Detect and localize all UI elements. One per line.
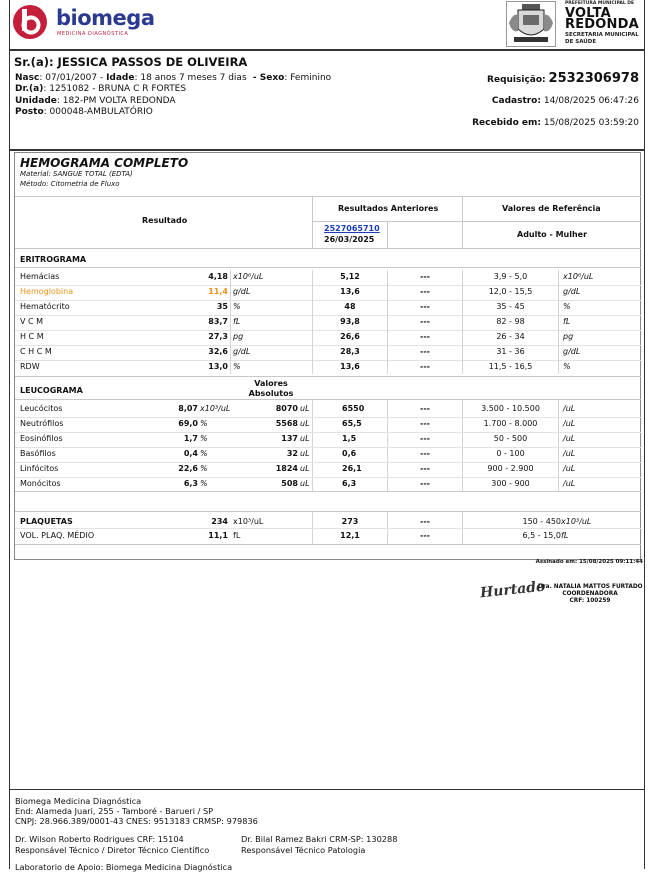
row-reference-unit: %: [563, 362, 571, 371]
idade-label: Idade: [106, 73, 135, 83]
row-previous-2: ---: [420, 531, 430, 540]
row-divider: [15, 417, 641, 418]
row-reference: 11,5 - 16,5: [488, 362, 533, 371]
brand-name: biomega: [56, 6, 155, 30]
row-previous: 13,6: [340, 287, 360, 296]
row-divider: [15, 528, 641, 529]
patient-birth-line: [15, 73, 331, 83]
unidade-line: [15, 96, 176, 106]
column-divider: [312, 270, 313, 374]
row-name: H C M: [20, 332, 44, 341]
leuco-top-line: [15, 376, 641, 377]
row-reference-unit: %: [563, 302, 571, 311]
city-seal-icon: [506, 1, 556, 47]
row-previous: 273: [341, 517, 359, 526]
row-name: VOL. PLAQ. MÉDIO: [20, 531, 95, 540]
row-divider: [15, 432, 641, 433]
signature: Hurtado: [479, 578, 547, 602]
row-reference-unit: /uL: [563, 449, 576, 458]
row-absolute-unit: uL: [300, 404, 310, 413]
previous-result-date: 26/03/2025: [324, 235, 375, 244]
row-name: Hematócrito: [20, 302, 70, 311]
nasc-label: Nasc: [15, 73, 40, 83]
row-absolute: 1824: [275, 464, 298, 473]
row-divider: [15, 360, 641, 361]
prefeitura-label: PREFEITURA MUNICIPAL DE: [565, 1, 635, 6]
row-reference-unit: pg: [563, 332, 574, 341]
header-divider: [9, 49, 645, 51]
row-name: RDW: [20, 362, 40, 371]
row-absolute: 508: [281, 479, 298, 488]
row-divider: [15, 447, 641, 448]
row-reference-unit: x10⁶/uL: [563, 272, 594, 281]
row-previous: 6550: [342, 404, 365, 413]
row-value: 69,0: [178, 419, 198, 428]
row-divider: [15, 300, 641, 301]
row-previous-2: ---: [420, 479, 430, 488]
reference-group: Adulto - Mulher: [517, 230, 588, 239]
footer-resp1-b: Responsável Técnico / Diretor Técnico Científico: [15, 845, 210, 855]
row-value: 35: [216, 302, 228, 311]
recebido-value: 15/08/2025 03:59:20: [543, 118, 639, 128]
subheader-line: [312, 221, 641, 222]
row-name: Leucócitos: [20, 404, 63, 413]
row-reference: 1.700 - 8.000: [483, 419, 538, 428]
col-referencia: Valores de Referência: [502, 204, 601, 213]
requisicao-line: [487, 71, 639, 86]
row-name: Basófilos: [20, 449, 56, 458]
eritrograma-header: ERITROGRAMA: [20, 255, 87, 264]
exam-box: [14, 152, 641, 560]
leuco-header-line: [15, 399, 641, 400]
row-absolute-unit: uL: [300, 479, 310, 488]
row-unit: pg: [233, 332, 244, 341]
row-previous: 5,12: [340, 272, 360, 281]
signer-crf: CRF: 100259: [569, 598, 611, 604]
row-divider: [15, 477, 641, 478]
row-reference: 31 - 36: [496, 347, 525, 356]
plaq-top-line: [15, 511, 641, 512]
footer-resp2-a: Dr. Bilal Ramez Bakri CRM-SP: 130288: [241, 834, 398, 844]
row-name: C H C M: [20, 347, 52, 356]
footer-line3: CNPJ: 28.966.389/0001-43 CNES: 9513183 CRMSP: 979836: [15, 816, 258, 826]
dr-value: : 1251082 - BRUNA C R FORTES: [43, 84, 187, 94]
row-previous-2: ---: [420, 347, 430, 356]
row-absolute-unit: uL: [300, 464, 310, 473]
eritro-header-line: [15, 267, 641, 268]
row-value: 11,1: [208, 531, 228, 540]
cadastro-label: Cadastro:: [491, 96, 541, 106]
row-absolute: 5568: [275, 419, 298, 428]
exam-material: Material: SANGUE TOTAL (EDTA): [20, 170, 133, 178]
footer-line-last: Laboratorio de Apoio: Biomega Medicina Diagnóstica: [15, 862, 233, 872]
row-value: 8,07: [178, 404, 198, 413]
col-resultado: Resultado: [142, 216, 188, 225]
col-divider-1: [312, 196, 313, 248]
row-previous: 28,3: [340, 347, 360, 356]
secretaria-line2: DE SAÚDE: [565, 39, 597, 45]
row-reference: 3,9 - 5,0: [493, 272, 528, 281]
row-previous: 93,8: [340, 317, 360, 326]
column-divider: [462, 270, 463, 374]
row-unit: %: [200, 449, 208, 458]
row-value: 11,4: [208, 287, 228, 296]
row-reference: 300 - 900: [491, 479, 530, 488]
row-reference-unit: x10³/uL: [561, 517, 592, 526]
row-previous-2: ---: [420, 517, 430, 526]
row-divider: [15, 345, 641, 346]
row-reference: 0 - 100: [496, 449, 525, 458]
row-previous: 6,3: [342, 479, 357, 488]
row-unit: x10⁶/uL: [233, 272, 264, 281]
posto-line: [15, 107, 153, 117]
column-divider: [387, 270, 388, 374]
row-previous-2: ---: [420, 302, 430, 311]
signer-name: Dra. NATALIA MATTOS FURTADO: [538, 584, 643, 590]
row-name: Hemácias: [20, 272, 60, 281]
recebido-label: Recebido em:: [472, 118, 541, 128]
row-previous-2: ---: [420, 287, 430, 296]
nasc-value: : 07/01/2007 -: [39, 73, 107, 83]
cadastro-line: [492, 96, 639, 106]
row-absolute: 137: [281, 434, 298, 443]
city-name-line1: VOLTA: [565, 6, 611, 21]
dr-label: Dr.(a): [15, 84, 44, 94]
signed-timestamp: Assinado em: 15/08/2025 09:11:44: [535, 559, 643, 565]
row-reference: 82 - 98: [496, 317, 525, 326]
row-previous-2: ---: [420, 362, 430, 371]
row-value: 83,7: [208, 317, 228, 326]
row-reference: 6,5 - 15,0: [522, 531, 561, 540]
row-previous: 13,6: [340, 362, 360, 371]
sexo-value: : Feminino: [284, 73, 332, 83]
requisicao-label: Requisição:: [487, 75, 546, 85]
row-value: 6,3: [183, 479, 198, 488]
row-absolute: 8070: [275, 404, 298, 413]
row-reference: 12,0 - 15,5: [488, 287, 533, 296]
row-reference-unit: fL: [561, 531, 569, 540]
row-unit: fL: [233, 317, 241, 326]
row-previous: 26,1: [342, 464, 362, 473]
row-name: Neutrófilos: [20, 419, 64, 428]
row-unit: fL: [233, 531, 241, 540]
row-previous-2: ---: [420, 317, 430, 326]
row-value: 0,4: [183, 449, 198, 458]
column-divider: [230, 270, 231, 374]
row-value: 22,6: [178, 464, 198, 473]
row-absolute-unit: uL: [300, 449, 310, 458]
footer-line2: End: Alameda Juari, 255 - Tamboré - Barueri / SP: [15, 806, 214, 816]
col-anteriores: Resultados Anteriores: [338, 204, 439, 213]
row-reference-unit: /uL: [563, 404, 576, 413]
cadastro-value: 14/08/2025 06:47:26: [543, 96, 639, 106]
footer-divider: [9, 789, 645, 790]
row-previous-2: ---: [420, 272, 430, 281]
row-reference: 26 - 34: [496, 332, 525, 341]
row-reference-unit: /uL: [563, 434, 576, 443]
row-unit: g/dL: [233, 347, 251, 356]
recebido-line: [472, 118, 639, 128]
row-unit: %: [200, 464, 208, 473]
row-reference-unit: /uL: [563, 464, 576, 473]
row-previous: 48: [344, 302, 356, 311]
row-previous-2: ---: [420, 434, 430, 443]
row-reference: 150 - 450: [522, 517, 561, 526]
table-top-line: [15, 196, 641, 197]
unidade-label: Unidade: [15, 96, 57, 106]
footer-resp2-b: Responsável Técnico Patologia: [241, 845, 366, 855]
col-divider-prev: [387, 221, 388, 248]
row-unit: %: [200, 479, 208, 488]
row-divider: [15, 462, 641, 463]
row-name: Hemoglobina: [20, 287, 74, 296]
row-previous: 0,6: [342, 449, 357, 458]
doctor-line: [15, 84, 186, 94]
row-previous-2: ---: [420, 332, 430, 341]
row-reference: 3.500 - 10.500: [481, 404, 540, 413]
row-name: Monócitos: [20, 479, 61, 488]
row-value: 1,7: [183, 434, 198, 443]
row-value: 32,6: [208, 347, 228, 356]
row-value: 27,3: [208, 332, 228, 341]
row-divider: [15, 285, 641, 286]
row-reference-unit: /uL: [563, 479, 576, 488]
patient-name: Sr.(a): JESSICA PASSOS DE OLIVEIRA: [14, 55, 248, 69]
biomega-logo-icon: [12, 4, 48, 40]
abs-header-1: Valores: [254, 379, 288, 388]
row-previous: 65,5: [342, 419, 362, 428]
row-reference-unit: g/dL: [563, 347, 581, 356]
row-unit: %: [200, 434, 208, 443]
row-value: 4,18: [208, 272, 228, 281]
row-unit: %: [233, 302, 241, 311]
sexo-label: - Sexo: [246, 73, 285, 83]
unidade-value: : 182-PM VOLTA REDONDA: [56, 96, 176, 106]
row-absolute-unit: uL: [300, 434, 310, 443]
row-reference-unit: g/dL: [563, 287, 581, 296]
col-divider-2: [462, 196, 463, 248]
row-previous-2: ---: [420, 449, 430, 458]
column-divider: [558, 270, 559, 374]
row-reference: 35 - 45: [496, 302, 525, 311]
row-reference: 900 - 2.900: [487, 464, 534, 473]
row-reference-unit: fL: [563, 317, 571, 326]
idade-value: : 18 anos 7 meses 7 dias: [134, 73, 247, 83]
row-previous: 12,1: [340, 531, 360, 540]
row-value: 234: [211, 517, 228, 526]
row-absolute-unit: uL: [300, 419, 310, 428]
header-bottom-line: [15, 248, 641, 249]
row-name: Eosinófilos: [20, 434, 63, 443]
row-name: Linfócitos: [20, 464, 59, 473]
row-name: V C M: [20, 317, 44, 326]
posto-value: : 000048-AMBULATÓRIO: [43, 107, 153, 117]
row-unit: g/dL: [233, 287, 251, 296]
plaq-bottom-line: [15, 544, 641, 545]
footer-line1: Biomega Medicina Diagnóstica: [15, 796, 142, 806]
row-previous: 1,5: [342, 434, 357, 443]
posto-label: Posto: [15, 107, 44, 117]
row-previous-2: ---: [420, 464, 430, 473]
row-divider: [15, 330, 641, 331]
row-value: 13,0: [208, 362, 228, 371]
row-divider: [15, 315, 641, 316]
abs-header-2: Absolutos: [248, 389, 294, 398]
signer-role: COORDENADORA: [562, 591, 618, 597]
row-unit: x10³/uL: [233, 517, 264, 526]
requisicao-number: 2532306978: [548, 71, 639, 86]
previous-result-link[interactable]: 2527065710: [324, 224, 380, 233]
exam-method: Método: Citometria de Fluxo: [20, 180, 120, 188]
brand-subtitle: MEDICINA DIAGNÓSTICA: [57, 31, 129, 37]
row-unit: %: [200, 419, 208, 428]
city-name-line2: REDONDA: [565, 17, 639, 32]
row-reference-unit: /uL: [563, 419, 576, 428]
row-unit: %: [233, 362, 241, 371]
row-unit: x10³/uL: [200, 404, 231, 413]
exam-title: HEMOGRAMA COMPLETO: [20, 156, 189, 170]
row-reference: 50 - 500: [493, 434, 528, 443]
row-absolute: 32: [286, 449, 298, 458]
row-name: PLAQUETAS: [20, 517, 73, 526]
leucograma-header: LEUCOGRAMA: [20, 386, 83, 395]
row-previous-2: ---: [420, 419, 430, 428]
row-previous: 26,6: [340, 332, 360, 341]
secretaria-line1: SECRETARIA MUNICIPAL: [565, 32, 639, 38]
row-previous-2: ---: [420, 404, 430, 413]
footer-resp1-a: Dr. Wilson Roberto Rodrigues CRF: 15104: [15, 834, 184, 844]
leuco-bottom-line: [15, 491, 641, 492]
patient-divider: [9, 149, 645, 151]
